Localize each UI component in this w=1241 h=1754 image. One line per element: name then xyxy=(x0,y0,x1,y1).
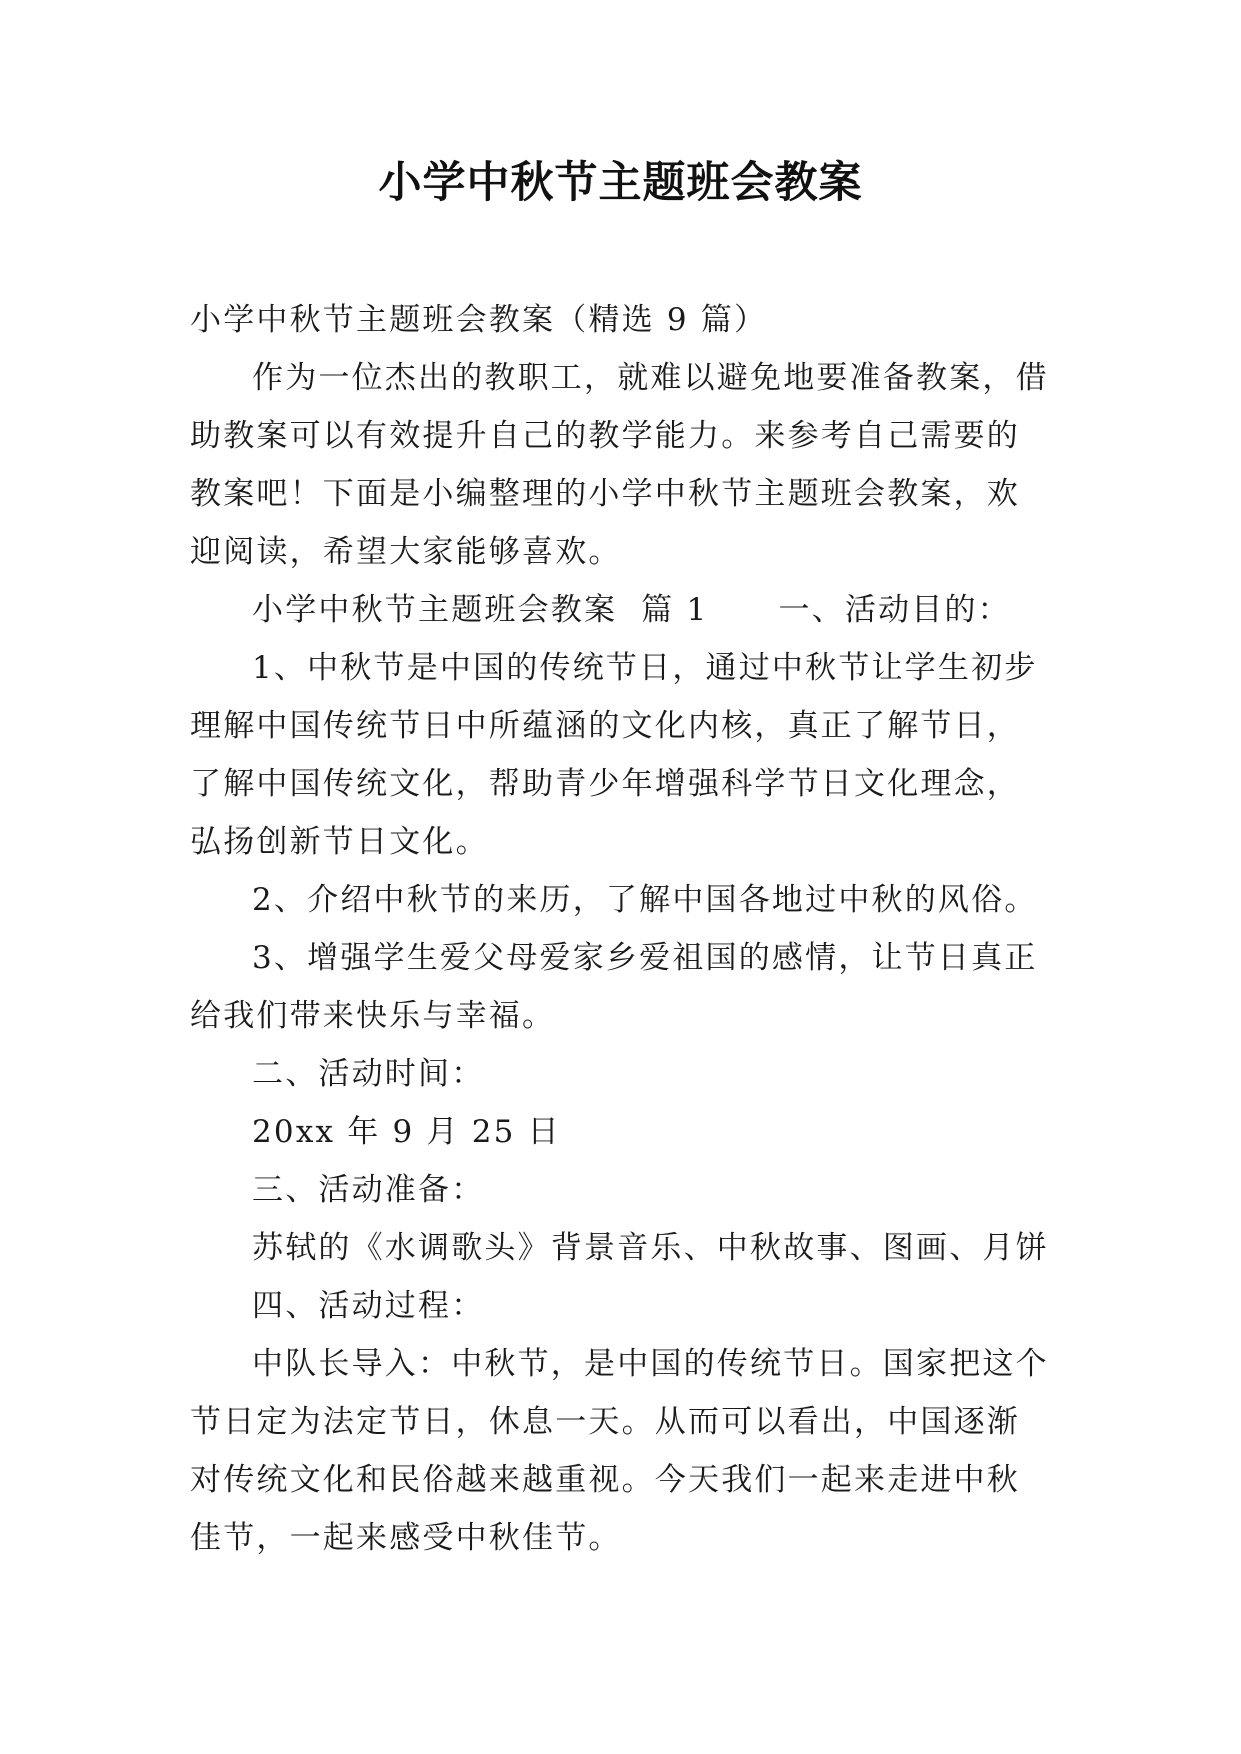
prep-heading: 三、活动准备： xyxy=(252,1172,485,1208)
intro-paragraph: 作为一位杰出的教职工，就难以避免地要准备教案，借助教案可以有效提升自己的教学能力。来参考自己需要的教案吧！下面是小编整理的小学中秋节主题班会教案，欢迎阅读，希望大家能够喜欢。 xyxy=(190,360,1049,570)
goal-item-3: 3、增强学生爱父母爱家乡爱祖国的感情，让节日真正给我们带来快乐与幸福。 xyxy=(190,940,1038,1034)
section-heading: 小学中秋节主题班会教案 篇 1 xyxy=(252,592,709,628)
document-subtitle: 小学中秋节主题班会教案（精选 9 篇） xyxy=(190,302,768,338)
document-title: 小学中秋节主题班会教案 xyxy=(378,158,863,208)
process-heading: 四、活动过程： xyxy=(252,1288,485,1324)
time-value: 20xx 年 9 月 25 日 xyxy=(252,1114,561,1150)
goal-item-1: 1、中秋节是中国的传统节日，通过中秋节让学生初步理解中国传统节日中所蕴涵的文化内核，真正了解节日，了解中国传统文化，帮助青少年增强科学节日文化理念，弘扬创新节日文化。 xyxy=(190,650,1038,860)
prep-value: 苏轼的《水调歌头》背景音乐、中秋故事、图画、月饼 xyxy=(252,1230,1049,1266)
document-body xyxy=(190,291,1050,1567)
goal-heading: 一、活动目的： xyxy=(778,592,1011,628)
goal-item-2: 2、介绍中秋节的来历，了解中国各地过中秋的风俗。 xyxy=(252,882,1038,918)
section-heading-line xyxy=(190,581,1050,639)
process-intro: 中队长导入：中秋节，是中国的传统节日。国家把这个节日定为法定节日，休息一天。从而可以看出，中国逐渐对传统文化和民俗越来越重视。今天我们一起来走进中秋佳节，一起来感受中秋佳节。 xyxy=(190,1346,1049,1556)
time-heading: 二、活动时间： xyxy=(252,1056,485,1092)
